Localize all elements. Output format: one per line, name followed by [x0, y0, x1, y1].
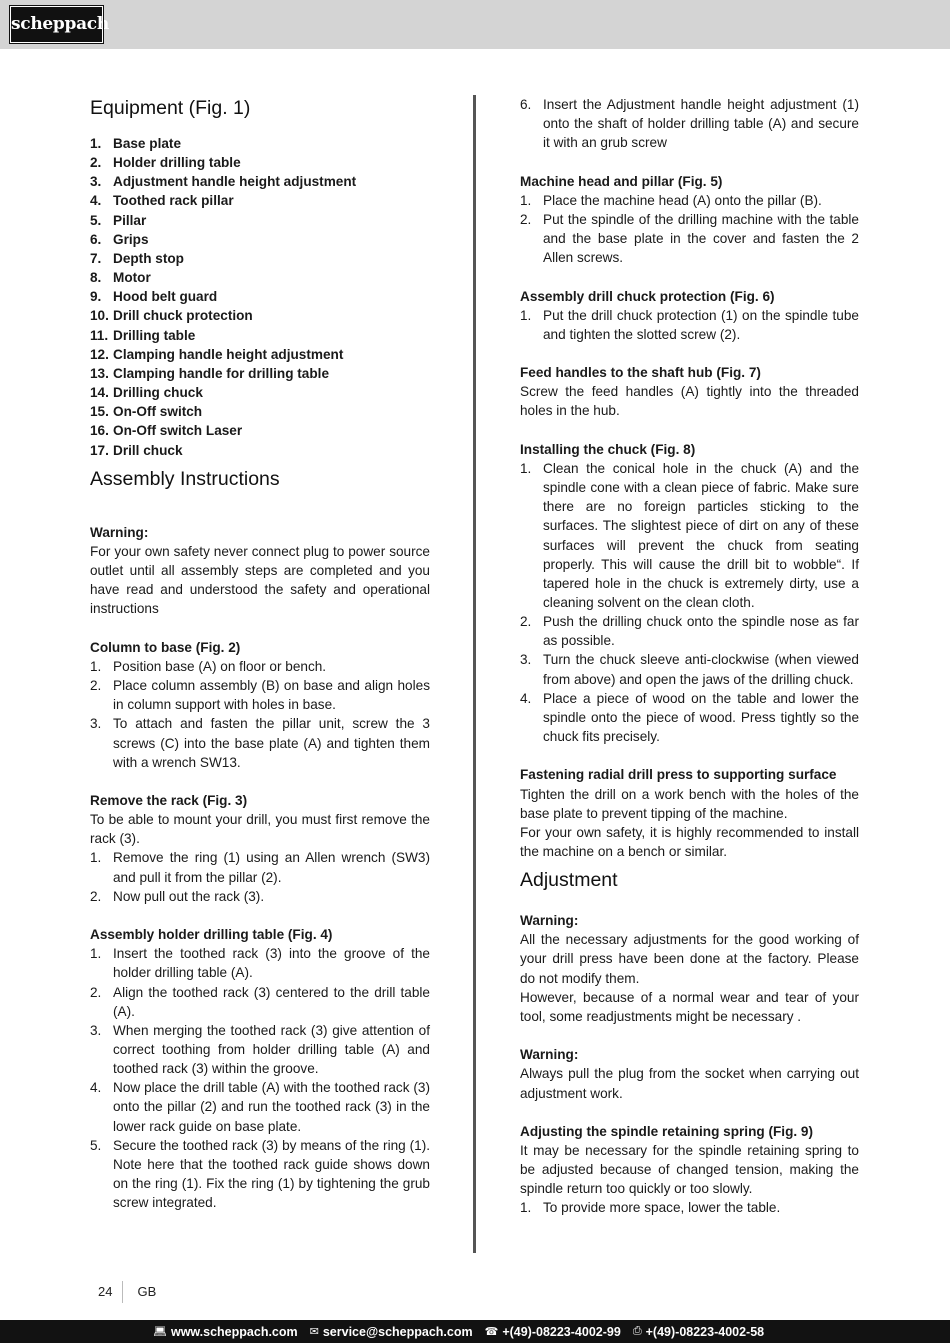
- chuck-protection-heading: Assembly drill chuck protection (Fig. 6): [520, 288, 775, 304]
- list-item-number: 3.: [90, 1022, 102, 1038]
- fax-number: +(49)-08223-4002-58: [645, 1324, 765, 1339]
- assembly-heading: Assembly Instructions: [90, 467, 280, 490]
- list-item: [90, 230, 430, 249]
- holder-table-steps-cont: [520, 95, 859, 152]
- list-item-text: When merging the toothed rack (3) give attention of correct toothing from holder drilling table (A) and toothed rack (3) within the groove.: [113, 1022, 430, 1077]
- list-item: [520, 1198, 859, 1217]
- installing-chuck-steps: [520, 459, 859, 746]
- right-column: [520, 95, 859, 1218]
- contact-fax: [633, 1325, 764, 1339]
- list-item-text: Grips: [113, 231, 149, 247]
- list-item-number: 6.: [520, 97, 532, 112]
- list-item: [520, 95, 859, 152]
- list-item-number: 1.: [520, 1200, 532, 1216]
- list-item-number: 2.: [520, 614, 532, 630]
- spring-steps: [520, 1198, 859, 1217]
- list-item-text: Adjustment handle height adjustment: [113, 174, 357, 190]
- adjustment-warning-text-2: However, because of a normal wear and tear of your tool, some readjustments might be necessary .: [520, 989, 859, 1024]
- remove-rack-steps: [90, 848, 430, 905]
- list-item-number: 2.: [90, 888, 102, 904]
- list-item-text: Insert the toothed rack (3) into the groove of the holder drilling table (A).: [113, 946, 430, 981]
- list-item-number: 2.: [90, 984, 102, 1000]
- computer-icon: 💻︎: [153, 1326, 167, 1338]
- list-item-text: Turn the chuck sleeve anti-clockwise (when viewed from above) and open the jaws of the drilling chuck.: [543, 652, 859, 687]
- plug-warning-text: Always pull the plug from the socket when carrying out adjustment work.: [520, 1066, 859, 1101]
- adjustment-heading: Adjustment: [520, 869, 618, 892]
- left-column: [90, 95, 430, 1212]
- list-item-text: Remove the ring (1) using an Allen wrench (SW3) and pull it from the pillar (2).: [113, 850, 430, 885]
- list-item: [90, 364, 430, 383]
- list-item-text: Drilling chuck: [113, 385, 203, 401]
- list-item: [90, 345, 430, 364]
- email-address: service@scheppach.com: [322, 1324, 473, 1339]
- machine-head-heading: Machine head and pillar (Fig. 5): [520, 173, 723, 189]
- column-divider: [473, 95, 476, 1253]
- list-item: [520, 306, 859, 344]
- list-item: [90, 983, 430, 1021]
- list-item: [90, 887, 430, 906]
- list-item: [90, 287, 430, 306]
- list-item: [90, 1136, 430, 1213]
- list-item-text: Push the drilling chuck onto the spindle nose as far as possible.: [543, 614, 859, 649]
- remove-rack-heading: Remove the rack (Fig. 3): [90, 792, 248, 808]
- list-item: [90, 153, 430, 172]
- list-item-text: Base plate: [113, 136, 182, 151]
- list-item: [520, 210, 859, 267]
- list-item-text: Align the toothed rack (3) centered to the drill table (A).: [113, 984, 430, 1019]
- holder-table-heading: Assembly holder drilling table (Fig. 4): [90, 927, 333, 943]
- list-item-text: Hood belt guard: [113, 289, 218, 305]
- list-item-text: Motor: [113, 270, 151, 286]
- contact-email[interactable]: [310, 1325, 473, 1339]
- list-item: [90, 714, 430, 771]
- language-code: GB: [137, 1284, 157, 1299]
- feed-handles-heading: Feed handles to the shaft hub (Fig. 7): [520, 365, 761, 381]
- list-item-number: 4.: [90, 1080, 102, 1096]
- list-item: [520, 689, 859, 746]
- list-item-text: Clean the conical hole in the chuck (A) and the spindle cone with a clean piece of fabric. Make sure there are no foreign particles sticking to the surfaces. The slightest piece of dirt on any of these surfaces will prevent the chuck from seating properly. This will cause the drill bit to wobble“. If tapered hole in the chuck is extremely dirty, use a cleaning solvent on the clean cloth.: [543, 460, 859, 610]
- list-item-text: Now place the drill table (A) with the toothed rack (3) onto the pillar (2) and run the toothed rack (3) in the lower rack guide on base plate.: [113, 1080, 430, 1134]
- list-item-number: 16.: [90, 423, 109, 439]
- list-item: [520, 459, 859, 612]
- list-item-number: 3.: [520, 652, 532, 668]
- list-item-text: Holder drilling table: [113, 155, 241, 171]
- adjustment-warning-text-1: All the necessary adjustments for the good working of your drill press have been done at the factory. Please do not modify them.: [520, 932, 859, 986]
- warning-text: For your own safety never connect plug to power source outlet until all assembly steps are completed and you have read and understood the safety and operational instructions: [90, 543, 430, 617]
- list-item-number: 1.: [90, 946, 102, 962]
- feed-handles-text: Screw the feed handles (A) tightly into the threaded holes in the hub.: [520, 384, 859, 419]
- list-item: [520, 612, 859, 650]
- brand-logo: scheppach: [10, 6, 103, 43]
- machine-head-steps: [520, 191, 859, 268]
- contact-bar: [0, 1320, 950, 1343]
- list-item: [90, 944, 430, 982]
- list-item-number: 2.: [90, 155, 102, 171]
- list-item: [90, 249, 430, 268]
- list-item-number: 12.: [90, 346, 109, 362]
- list-item-number: 1.: [520, 307, 532, 323]
- list-item: [90, 1021, 430, 1078]
- list-item-number: 1.: [90, 658, 102, 674]
- list-item-number: 13.: [90, 365, 109, 381]
- list-item: [520, 191, 859, 210]
- list-item-text: Insert the Adjustment handle height adjustment (1) onto the shaft of holder drilling table (A) and secure it with an grub screw: [543, 97, 859, 151]
- list-item-number: 8.: [90, 270, 102, 286]
- list-item-number: 14.: [90, 385, 109, 401]
- list-item: [90, 191, 430, 210]
- installing-chuck-heading: Installing the chuck (Fig. 8): [520, 441, 696, 457]
- remove-rack-intro: To be able to mount your drill, you must first remove the rack (3).: [90, 812, 430, 847]
- plug-warning-label: Warning:: [520, 1047, 579, 1063]
- list-item: [90, 211, 430, 230]
- list-item: [90, 172, 430, 191]
- list-item-text: Now pull out the rack (3).: [113, 888, 265, 904]
- list-item-number: 15.: [90, 404, 109, 420]
- mail-icon: ✉︎: [309, 1326, 319, 1338]
- list-item-number: 3.: [90, 716, 102, 732]
- list-item-number: 4.: [520, 690, 532, 706]
- list-item: [90, 421, 430, 440]
- list-item-number: 7.: [90, 250, 102, 266]
- list-item: [90, 441, 430, 460]
- warning-label: Warning:: [90, 524, 149, 540]
- phone-number: +(49)-08223-4002-99: [502, 1324, 621, 1339]
- page-footer: [98, 1281, 156, 1303]
- holder-table-steps: [90, 944, 430, 1212]
- list-item-text: Drilling table: [113, 327, 196, 343]
- list-item-number: 17.: [90, 442, 109, 458]
- list-item-text: Secure the toothed rack (3) by means of the ring (1). Note here that the toothed rack guide shows down on the ring (1). Fix the ring (1) by tightening the grub screw integrated.: [113, 1137, 430, 1211]
- list-item-number: 2.: [520, 211, 532, 227]
- list-item-text: Place a piece of wood on the table and lower the spindle onto the piece of wood. Press tightly so the chuck fits precisely.: [543, 690, 859, 745]
- column-to-base-heading: Column to base (Fig. 2): [90, 639, 241, 655]
- list-item: [90, 657, 430, 676]
- list-item: [90, 676, 430, 714]
- list-item: [90, 402, 430, 421]
- fastening-text-1: Tighten the drill on a work bench with the holes of the base plate to prevent tipping of the machine.: [520, 786, 859, 821]
- contact-web[interactable]: [153, 1325, 298, 1339]
- list-item: [90, 326, 430, 345]
- list-item-text: Place the machine head (A) onto the pillar (B).: [543, 192, 822, 208]
- equipment-list: [90, 134, 430, 460]
- list-item-text: On-Off switch: [113, 404, 203, 420]
- list-item-text: Toothed rack pillar: [113, 193, 234, 209]
- list-item-text: Put the spindle of the drilling machine with the table and the base plate in the cover and fasten the 2 Allen screws.: [543, 211, 859, 266]
- list-item-text: Drill chuck: [113, 442, 183, 458]
- list-item-number: 1.: [90, 850, 102, 866]
- list-item-text: Clamping handle for drilling table: [113, 365, 329, 381]
- list-item-text: Place column assembly (B) on base and align holes in column support with holes in base.: [113, 678, 430, 713]
- list-item: [90, 134, 430, 153]
- list-item-text: Depth stop: [113, 250, 184, 266]
- list-item-number: 1.: [520, 192, 532, 208]
- spring-heading: Adjusting the spindle retaining spring (Fig. 9): [520, 1123, 814, 1139]
- fastening-text-2: For your own safety, it is highly recommended to install the machine on a bench or similar.: [520, 824, 859, 860]
- web-address: www.scheppach.com: [170, 1324, 298, 1339]
- list-item-text: To attach and fasten the pillar unit, screw the 3 screws (C) into the base plate (A) and tighten them with a wrench SW13.: [113, 716, 430, 770]
- list-item-text: On-Off switch Laser: [113, 423, 243, 439]
- list-item: [90, 1078, 430, 1135]
- page-header: [0, 0, 950, 49]
- equipment-heading: Equipment (Fig. 1): [90, 97, 251, 119]
- list-item-number: 1.: [90, 136, 102, 151]
- adjustment-warning-label: Warning:: [520, 913, 579, 929]
- list-item: [90, 848, 430, 886]
- chuck-protection-steps: [520, 306, 859, 344]
- list-item-number: 2.: [90, 678, 102, 694]
- list-item: [90, 383, 430, 402]
- list-item-number: 5.: [90, 212, 102, 228]
- list-item: [520, 650, 859, 688]
- page-number: 24: [98, 1281, 123, 1303]
- list-item-number: 1.: [520, 460, 532, 476]
- list-item-text: Position base (A) on floor or bench.: [113, 658, 327, 674]
- list-item-number: 3.: [90, 174, 102, 190]
- list-item-number: 10.: [90, 308, 109, 324]
- list-item: [90, 306, 430, 325]
- list-item-number: 9.: [90, 289, 102, 305]
- list-item-text: To provide more space, lower the table.: [543, 1200, 781, 1216]
- list-item-text: Clamping handle height adjustment: [113, 346, 344, 362]
- fastening-heading: Fastening radial drill press to supporting surface: [520, 767, 837, 783]
- column-to-base-steps: [90, 657, 430, 772]
- list-item-number: 5.: [90, 1137, 102, 1153]
- phone-icon: ☎︎: [484, 1326, 499, 1338]
- list-item: [90, 268, 430, 287]
- list-item-number: 11.: [90, 327, 109, 343]
- spring-text: It may be necessary for the spindle retaining spring to be adjusted because of changed tension, making the spindle return too quickly or too slowly.: [520, 1143, 859, 1197]
- list-item-text: Drill chuck protection: [113, 308, 253, 324]
- list-item-text: Pillar: [113, 212, 147, 228]
- list-item-number: 4.: [90, 193, 102, 209]
- contact-phone: [485, 1325, 621, 1339]
- list-item-number: 6.: [90, 231, 102, 247]
- list-item-text: Put the drill chuck protection (1) on the spindle tube and tighten the slotted screw (2).: [543, 307, 859, 342]
- fax-icon: ⎙: [632, 1325, 642, 1337]
